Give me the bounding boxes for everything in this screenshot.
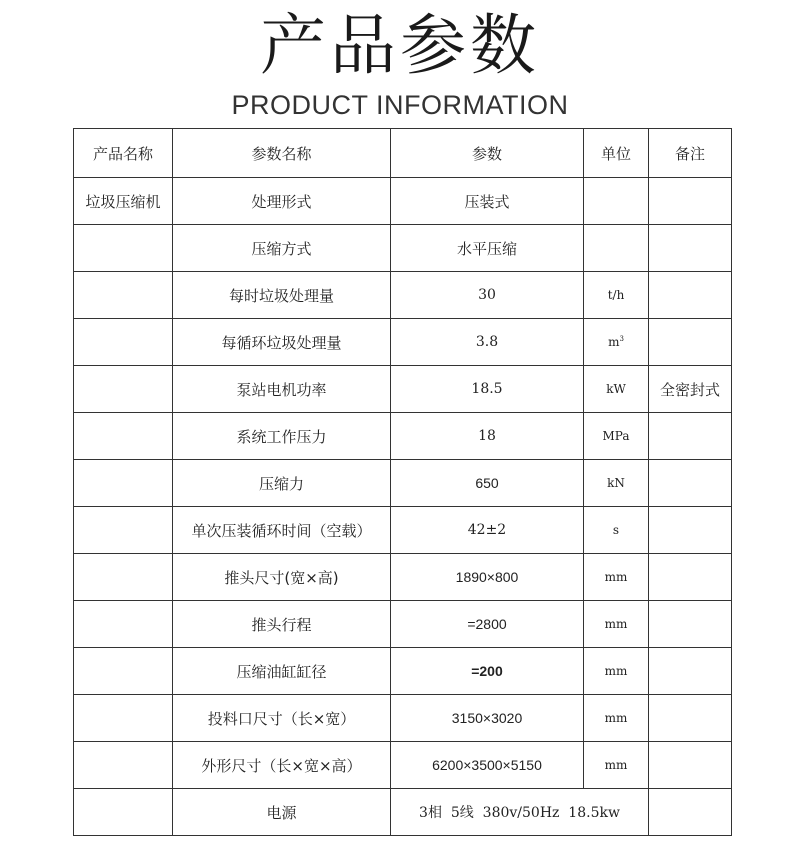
table-row [74, 225, 732, 272]
remark-cell: 全密封式 [649, 366, 732, 413]
product-name-cell [74, 742, 173, 789]
param-value-cell: 3.8 [391, 319, 584, 366]
table-row [74, 507, 732, 554]
product-name-cell: 垃圾压缩机 [74, 178, 173, 225]
table-row [74, 554, 732, 601]
param-value-cell: 压装式 [391, 178, 584, 225]
param-value-cell: 30 [391, 272, 584, 319]
table-row [74, 413, 732, 460]
param-value-cell: =200 [391, 648, 584, 695]
header-unit: 单位 [584, 129, 649, 178]
param-value-cell: 水平压缩 [391, 225, 584, 272]
param-name-cell: 处理形式 [173, 178, 391, 225]
remark-cell [649, 319, 732, 366]
param-value-cell: =2800 [391, 601, 584, 648]
unit-cell: kN [584, 460, 649, 507]
param-name-cell: 每时垃圾处理量 [173, 272, 391, 319]
param-value-cell: 3150×3020 [391, 695, 584, 742]
remark-cell [649, 507, 732, 554]
unit-cell: mm [584, 742, 649, 789]
spec-table [73, 128, 732, 836]
param-value-cell: 650 [391, 460, 584, 507]
remark-cell [649, 413, 732, 460]
product-name-cell [74, 789, 173, 836]
remark-cell [649, 742, 732, 789]
param-value-cell: 42±2 [391, 507, 584, 554]
param-value-cell: 1890×800 [391, 554, 584, 601]
header-param: 参数 [391, 129, 584, 178]
product-name-cell [74, 225, 173, 272]
table-row [74, 460, 732, 507]
unit-cell [584, 178, 649, 225]
param-name-cell: 压缩方式 [173, 225, 391, 272]
table-row [74, 648, 732, 695]
table-row [74, 272, 732, 319]
page-subtitle: PRODUCT INFORMATION [231, 90, 569, 120]
param-name-cell: 单次压装循环时间（空载） [173, 507, 391, 554]
param-name-cell: 系统工作压力 [173, 413, 391, 460]
header-product-name: 产品名称 [74, 129, 173, 178]
remark-cell [649, 648, 732, 695]
param-name-cell: 每循环垃圾处理量 [173, 319, 391, 366]
unit-cell: mm [584, 648, 649, 695]
page-title: 产品参数 [260, 7, 540, 84]
product-name-cell [74, 648, 173, 695]
param-name-cell: 推头尺寸(宽×高) [173, 554, 391, 601]
header-remark: 备注 [649, 129, 732, 178]
product-name-cell [74, 460, 173, 507]
param-name-cell: 泵站电机功率 [173, 366, 391, 413]
unit-cell: t/h [584, 272, 649, 319]
param-name-cell: 外形尺寸（长×宽×高） [173, 742, 391, 789]
product-name-cell [74, 366, 173, 413]
remark-cell [649, 601, 732, 648]
remark-cell [649, 789, 732, 836]
product-name-cell [74, 319, 173, 366]
header-param-name: 参数名称 [173, 129, 391, 178]
table-row [74, 742, 732, 789]
unit-cell: mm [584, 695, 649, 742]
product-name-cell [74, 601, 173, 648]
param-value-cell: 6200×3500×5150 [391, 742, 584, 789]
product-name-cell [74, 507, 173, 554]
unit-cell: kW [584, 366, 649, 413]
remark-cell [649, 460, 732, 507]
table-row [74, 319, 732, 366]
param-name-cell: 推头行程 [173, 601, 391, 648]
param-name-cell: 电源 [173, 789, 391, 836]
unit-cell: s [584, 507, 649, 554]
table-row [74, 178, 732, 225]
param-name-cell: 压缩油缸缸径 [173, 648, 391, 695]
table-header-row [74, 129, 732, 178]
table-row [74, 695, 732, 742]
param-value-cell: 18 [391, 413, 584, 460]
unit-cell [584, 225, 649, 272]
param-name-cell: 压缩力 [173, 460, 391, 507]
param-value-cell: 3相 5线 380v/50Hz 18.5kw [391, 789, 649, 836]
product-name-cell [74, 413, 173, 460]
unit-superscript: 3 [619, 335, 624, 343]
table-row [74, 789, 732, 836]
unit-cell: MPa [584, 413, 649, 460]
remark-cell [649, 272, 732, 319]
remark-cell [649, 554, 732, 601]
unit-cell: mm [584, 601, 649, 648]
param-name-cell: 投料口尺寸（长×宽） [173, 695, 391, 742]
unit-cell: mm [584, 554, 649, 601]
remark-cell [649, 178, 732, 225]
product-name-cell [74, 695, 173, 742]
param-value-cell: 18.5 [391, 366, 584, 413]
product-name-cell [74, 554, 173, 601]
remark-cell [649, 695, 732, 742]
unit-base: m [608, 335, 620, 349]
product-name-cell [74, 272, 173, 319]
table-row [74, 366, 732, 413]
remark-cell [649, 225, 732, 272]
table-row [74, 601, 732, 648]
unit-cell [584, 319, 649, 366]
